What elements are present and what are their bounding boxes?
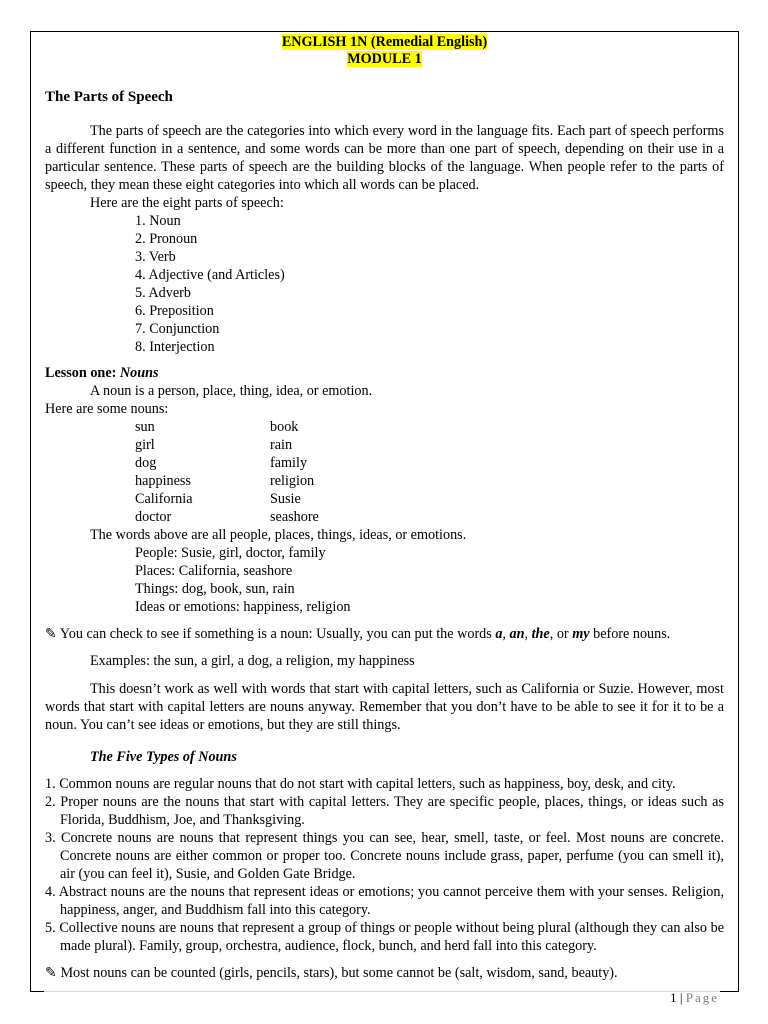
list-item: 5. Adverb bbox=[135, 285, 191, 301]
list-item: 7. Conjunction bbox=[135, 321, 220, 337]
nouns-summary: The words above are all people, places, things, ideas, or emotions. bbox=[90, 527, 467, 543]
tip-text-end: before nouns. bbox=[589, 626, 671, 642]
lesson-topic: Nouns bbox=[119, 365, 159, 381]
noun-category: People: Susie, girl, doctor, family bbox=[135, 545, 326, 561]
noun-cell: dog bbox=[135, 455, 157, 471]
parts-of-speech-list bbox=[45, 212, 724, 356]
tip-text: You can check to see if something is a noun: Usually, you can put the words bbox=[59, 626, 496, 642]
noun-cell: doctor bbox=[135, 509, 172, 525]
nouns-intro: Here are some nouns: bbox=[45, 401, 169, 417]
tip-text: Most nouns can be counted (girls, pencils, stars), but some cannot be (salt, wisdom, sand, beauty). bbox=[60, 965, 618, 981]
list-item: 1. Noun bbox=[135, 213, 181, 229]
noun-check-tip bbox=[45, 625, 724, 643]
noun-examples-table bbox=[45, 418, 724, 526]
footer-separator: | bbox=[676, 990, 686, 1005]
document-body bbox=[45, 34, 724, 982]
list-item: 8. Interjection bbox=[135, 339, 215, 355]
capital-letters-paragraph: This doesn’t work as well with words that start with capital letters, such as California or Suzie. However, most words that start with capital letters are nouns anyway. Remember that you don’t have to be able to see it for it to be a noun. You can’t see ideas or emotions, but they are still things. bbox=[45, 681, 724, 733]
noun-type-item: 3. Concrete nouns are nouns that represent things you can see, hear, smell, taste, or feel. Most nouns are concrete. Concrete nouns are either common or proper too. Concrete nouns include grass, paper, perfume (you can smell it), air (you can feel it), Susie, and Golden Gate Bridge. bbox=[45, 830, 724, 882]
noun-category: Places: California, seashore bbox=[135, 563, 293, 579]
page-label: Page bbox=[685, 990, 719, 1005]
noun-type-item: 1. Common nouns are regular nouns that do not start with capital letters, such as happiness, boy, desk, and city. bbox=[45, 776, 676, 792]
noun-cell: seashore bbox=[270, 509, 319, 525]
noun-category: Things: dog, book, sun, rain bbox=[135, 581, 295, 597]
page-footer bbox=[670, 990, 719, 1006]
section-title: The Parts of Speech bbox=[45, 89, 173, 105]
course-title: ENGLISH 1N (Remedial English) bbox=[281, 34, 488, 50]
noun-type-item: 2. Proper nouns are the nouns that start with capital letters. They are specific people, places, things, or ideas such as Florida, Buddhism, Joe, and Thanksgiving. bbox=[45, 794, 724, 828]
lesson-heading bbox=[45, 364, 724, 382]
noun-types-list bbox=[45, 775, 724, 955]
article-an: an bbox=[509, 626, 525, 642]
parts-list-intro: Here are the eight parts of speech: bbox=[90, 195, 284, 211]
document-header bbox=[45, 34, 724, 68]
noun-cell: girl bbox=[135, 437, 155, 453]
list-item: 6. Preposition bbox=[135, 303, 214, 319]
noun-types-title: The Five Types of Nouns bbox=[90, 749, 237, 765]
noun-category: Ideas or emotions: happiness, religion bbox=[135, 599, 351, 615]
tip-separator: , bbox=[502, 626, 510, 642]
list-item: 4. Adjective (and Articles) bbox=[135, 267, 285, 283]
word-my: my bbox=[572, 626, 590, 642]
pencil-icon: ✎ bbox=[45, 965, 57, 981]
pencil-icon: ✎ bbox=[45, 626, 57, 642]
examples-line: Examples: the sun, a girl, a dog, a religion, my happiness bbox=[90, 653, 415, 669]
noun-cell: family bbox=[270, 455, 308, 471]
noun-cell: sun bbox=[135, 419, 155, 435]
noun-cell: book bbox=[270, 419, 299, 435]
countable-tip bbox=[45, 964, 724, 982]
footer-divider bbox=[44, 991, 720, 992]
noun-cell: happiness bbox=[135, 473, 191, 489]
noun-cell: Susie bbox=[270, 491, 301, 507]
noun-definition: A noun is a person, place, thing, idea, or emotion. bbox=[90, 383, 373, 399]
noun-cell: California bbox=[135, 491, 193, 507]
article-a: a bbox=[495, 626, 503, 642]
noun-type-item: 5. Collective nouns are nouns that represent a group of things or people without being plural (although they can also be made plural). Family, group, orchestra, audience, flock, bunch, and herd fall into this category. bbox=[45, 920, 724, 954]
article-the: the bbox=[531, 626, 550, 642]
list-item: 2. Pronoun bbox=[135, 231, 198, 247]
noun-cell: rain bbox=[270, 437, 293, 453]
lesson-label: Lesson one: bbox=[45, 365, 117, 381]
tip-separator: , bbox=[524, 626, 532, 642]
noun-type-item: 4. Abstract nouns are the nouns that represent ideas or emotions; you cannot perceive them with your senses. Religion, happiness, anger, and Buddhism fall into this category. bbox=[45, 884, 724, 918]
tip-separator: , or bbox=[549, 626, 573, 642]
intro-paragraph: The parts of speech are the categories into which every word in the language fits. Each part of speech performs a different function in a sentence, and some words can be more than one part of speech, depending on their use in a particular sentence. These parts of speech are the building blocks of the language. When people refer to the parts of speech, they mean these eight categories into which all words can be placed. bbox=[45, 123, 724, 193]
module-title: MODULE 1 bbox=[347, 51, 422, 67]
page-number: 1 bbox=[670, 990, 677, 1005]
noun-cell: religion bbox=[270, 473, 315, 489]
list-item: 3. Verb bbox=[135, 249, 176, 265]
